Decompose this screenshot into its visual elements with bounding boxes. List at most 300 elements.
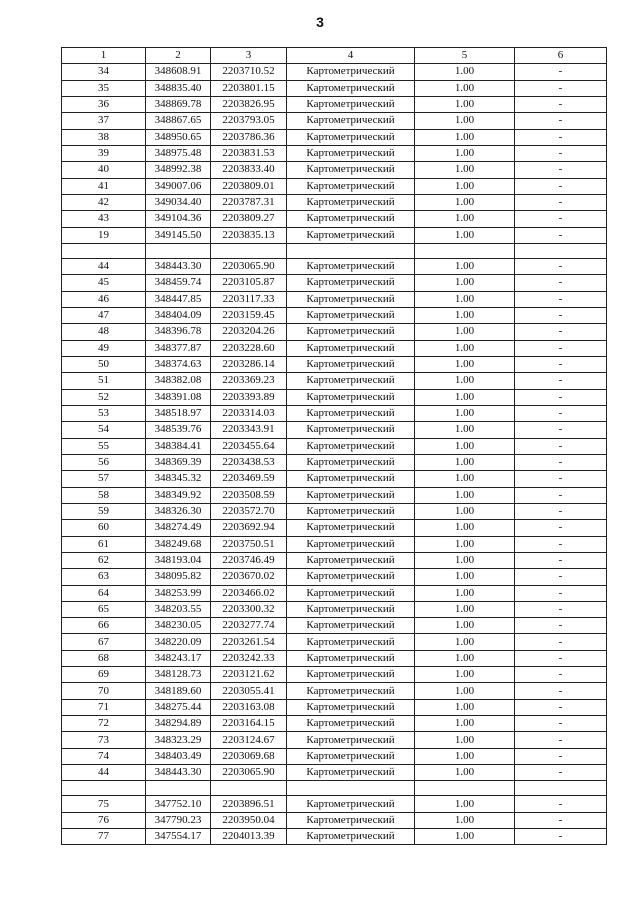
- description-cell: -: [515, 471, 607, 487]
- table-row: [62, 291, 607, 307]
- method-cell: Картометрический: [287, 291, 415, 307]
- accuracy-cell: 1.00: [415, 113, 515, 129]
- description-cell: -: [515, 438, 607, 454]
- accuracy-cell: 1.00: [415, 80, 515, 96]
- table-row: [62, 812, 607, 828]
- x-coordinate-cell: 349104.36: [146, 211, 211, 227]
- point-number-cell: 70: [62, 683, 146, 699]
- x-coordinate-cell: 348349.92: [146, 487, 211, 503]
- description-cell: -: [515, 683, 607, 699]
- description-cell: -: [515, 356, 607, 372]
- accuracy-cell: 1.00: [415, 829, 515, 845]
- accuracy-cell: 1.00: [415, 422, 515, 438]
- description-cell: -: [515, 829, 607, 845]
- description-cell: -: [515, 211, 607, 227]
- description-cell: -: [515, 129, 607, 145]
- x-coordinate-cell: 348404.09: [146, 307, 211, 323]
- accuracy-cell: 1.00: [415, 96, 515, 112]
- description-cell: -: [515, 732, 607, 748]
- description-cell: -: [515, 307, 607, 323]
- column-header: 1: [62, 48, 146, 64]
- x-coordinate-cell: 347554.17: [146, 829, 211, 845]
- table-row: [62, 340, 607, 356]
- table-row: [62, 178, 607, 194]
- x-coordinate-cell: 349007.06: [146, 178, 211, 194]
- table-row: [62, 227, 607, 243]
- description-cell: -: [515, 487, 607, 503]
- point-number-cell: 56: [62, 454, 146, 470]
- method-cell: Картометрический: [287, 683, 415, 699]
- point-number-cell: 67: [62, 634, 146, 650]
- x-coordinate-cell: 348189.60: [146, 683, 211, 699]
- point-number-cell: 40: [62, 162, 146, 178]
- accuracy-cell: 1.00: [415, 340, 515, 356]
- method-cell: Картометрический: [287, 454, 415, 470]
- y-coordinate-cell: [211, 781, 287, 796]
- point-number-cell: 77: [62, 829, 146, 845]
- accuracy-cell: [415, 781, 515, 796]
- description-cell: -: [515, 340, 607, 356]
- point-number-cell: 51: [62, 373, 146, 389]
- accuracy-cell: 1.00: [415, 129, 515, 145]
- description-cell: -: [515, 80, 607, 96]
- method-cell: Картометрический: [287, 796, 415, 812]
- method-cell: Картометрический: [287, 373, 415, 389]
- x-coordinate-cell: 348867.65: [146, 113, 211, 129]
- method-cell: Картометрический: [287, 64, 415, 80]
- table-row: [62, 601, 607, 617]
- point-number-cell: 48: [62, 324, 146, 340]
- description-cell: -: [515, 405, 607, 421]
- y-coordinate-cell: 2203801.15: [211, 80, 287, 96]
- column-header: 5: [415, 48, 515, 64]
- x-coordinate-cell: 348326.30: [146, 503, 211, 519]
- description-cell: [515, 243, 607, 258]
- table-row: [62, 667, 607, 683]
- table-row: [62, 634, 607, 650]
- accuracy-cell: 1.00: [415, 601, 515, 617]
- method-cell: Картометрический: [287, 520, 415, 536]
- method-cell: Картометрический: [287, 178, 415, 194]
- accuracy-cell: 1.00: [415, 812, 515, 828]
- x-coordinate-cell: 348835.40: [146, 80, 211, 96]
- column-header: 2: [146, 48, 211, 64]
- point-number-cell: 38: [62, 129, 146, 145]
- x-coordinate-cell: 348518.97: [146, 405, 211, 421]
- description-cell: -: [515, 585, 607, 601]
- method-cell: Картометрический: [287, 634, 415, 650]
- method-cell: Картометрический: [287, 569, 415, 585]
- x-coordinate-cell: 348459.74: [146, 275, 211, 291]
- accuracy-cell: 1.00: [415, 438, 515, 454]
- table-row: [62, 683, 607, 699]
- method-cell: Картометрический: [287, 324, 415, 340]
- method-cell: Картометрический: [287, 601, 415, 617]
- y-coordinate-cell: 2203692.94: [211, 520, 287, 536]
- method-cell: Картометрический: [287, 667, 415, 683]
- description-cell: -: [515, 667, 607, 683]
- table-row: [62, 389, 607, 405]
- y-coordinate-cell: 2203826.95: [211, 96, 287, 112]
- table-row: [62, 373, 607, 389]
- method-cell: Картометрический: [287, 356, 415, 372]
- method-cell: Картометрический: [287, 389, 415, 405]
- y-coordinate-cell: 2203787.31: [211, 194, 287, 210]
- y-coordinate-cell: 2203809.27: [211, 211, 287, 227]
- y-coordinate-cell: 2203750.51: [211, 536, 287, 552]
- table-row: [62, 716, 607, 732]
- y-coordinate-cell: 2203670.02: [211, 569, 287, 585]
- description-cell: -: [515, 699, 607, 715]
- x-coordinate-cell: 348369.39: [146, 454, 211, 470]
- point-number-cell: 49: [62, 340, 146, 356]
- x-coordinate-cell: 348539.76: [146, 422, 211, 438]
- accuracy-cell: 1.00: [415, 211, 515, 227]
- x-coordinate-cell: 348294.89: [146, 716, 211, 732]
- point-number-cell: 35: [62, 80, 146, 96]
- x-coordinate-cell: [146, 243, 211, 258]
- description-cell: -: [515, 324, 607, 340]
- accuracy-cell: 1.00: [415, 471, 515, 487]
- accuracy-cell: 1.00: [415, 324, 515, 340]
- y-coordinate-cell: 2204013.39: [211, 829, 287, 845]
- method-cell: Картометрический: [287, 503, 415, 519]
- description-cell: -: [515, 422, 607, 438]
- method-cell: Картометрический: [287, 422, 415, 438]
- y-coordinate-cell: [211, 243, 287, 258]
- point-number-cell: 66: [62, 618, 146, 634]
- y-coordinate-cell: 2203710.52: [211, 64, 287, 80]
- accuracy-cell: 1.00: [415, 650, 515, 666]
- description-cell: -: [515, 227, 607, 243]
- accuracy-cell: 1.00: [415, 618, 515, 634]
- table-row: [62, 258, 607, 274]
- x-coordinate-cell: 348403.49: [146, 748, 211, 764]
- description-cell: -: [515, 536, 607, 552]
- point-number-cell: 72: [62, 716, 146, 732]
- table-separator-row: [62, 781, 607, 796]
- y-coordinate-cell: 2203508.59: [211, 487, 287, 503]
- table-separator-row: [62, 243, 607, 258]
- x-coordinate-cell: 348128.73: [146, 667, 211, 683]
- accuracy-cell: 1.00: [415, 552, 515, 568]
- table-row: [62, 699, 607, 715]
- table-row: [62, 356, 607, 372]
- description-cell: -: [515, 145, 607, 161]
- y-coordinate-cell: 2203105.87: [211, 275, 287, 291]
- method-cell: Картометрический: [287, 536, 415, 552]
- y-coordinate-cell: 2203746.49: [211, 552, 287, 568]
- x-coordinate-cell: 348345.32: [146, 471, 211, 487]
- x-coordinate-cell: 348396.78: [146, 324, 211, 340]
- method-cell: [287, 243, 415, 258]
- y-coordinate-cell: 2203369.23: [211, 373, 287, 389]
- y-coordinate-cell: 2203343.91: [211, 422, 287, 438]
- y-coordinate-cell: 2203896.51: [211, 796, 287, 812]
- table-row: [62, 748, 607, 764]
- x-coordinate-cell: 348869.78: [146, 96, 211, 112]
- point-number-cell: 76: [62, 812, 146, 828]
- x-coordinate-cell: 348391.08: [146, 389, 211, 405]
- method-cell: Картометрический: [287, 80, 415, 96]
- table-row: [62, 64, 607, 80]
- point-number-cell: 54: [62, 422, 146, 438]
- y-coordinate-cell: 2203069.68: [211, 748, 287, 764]
- point-number-cell: 41: [62, 178, 146, 194]
- accuracy-cell: 1.00: [415, 389, 515, 405]
- table-row: [62, 569, 607, 585]
- table-row: [62, 80, 607, 96]
- y-coordinate-cell: 2203793.05: [211, 113, 287, 129]
- description-cell: -: [515, 258, 607, 274]
- table-row: [62, 520, 607, 536]
- method-cell: Картометрический: [287, 307, 415, 323]
- description-cell: -: [515, 796, 607, 812]
- point-number-cell: 45: [62, 275, 146, 291]
- x-coordinate-cell: 349145.50: [146, 227, 211, 243]
- description-cell: -: [515, 618, 607, 634]
- y-coordinate-cell: 2203055.41: [211, 683, 287, 699]
- x-coordinate-cell: 348249.68: [146, 536, 211, 552]
- method-cell: Картометрический: [287, 96, 415, 112]
- x-coordinate-cell: 348243.17: [146, 650, 211, 666]
- accuracy-cell: 1.00: [415, 373, 515, 389]
- y-coordinate-cell: 2203065.90: [211, 258, 287, 274]
- table-row: [62, 194, 607, 210]
- point-number-cell: 42: [62, 194, 146, 210]
- y-coordinate-cell: 2203314.03: [211, 405, 287, 421]
- y-coordinate-cell: 2203831.53: [211, 145, 287, 161]
- y-coordinate-cell: 2203786.36: [211, 129, 287, 145]
- table-row: [62, 454, 607, 470]
- table-row: [62, 145, 607, 161]
- table-row: [62, 765, 607, 781]
- description-cell: -: [515, 552, 607, 568]
- page-number: 3: [316, 14, 324, 30]
- method-cell: Картометрический: [287, 113, 415, 129]
- table-row: [62, 503, 607, 519]
- y-coordinate-cell: 2203300.32: [211, 601, 287, 617]
- description-cell: -: [515, 113, 607, 129]
- accuracy-cell: 1.00: [415, 356, 515, 372]
- y-coordinate-cell: 2203117.33: [211, 291, 287, 307]
- method-cell: Картометрический: [287, 129, 415, 145]
- method-cell: Картометрический: [287, 340, 415, 356]
- point-number-cell: [62, 243, 146, 258]
- point-number-cell: 57: [62, 471, 146, 487]
- table-row: [62, 796, 607, 812]
- description-cell: -: [515, 389, 607, 405]
- table-row: [62, 422, 607, 438]
- x-coordinate-cell: 348950.65: [146, 129, 211, 145]
- table-row: [62, 487, 607, 503]
- description-cell: -: [515, 812, 607, 828]
- description-cell: -: [515, 373, 607, 389]
- method-cell: Картометрический: [287, 716, 415, 732]
- x-coordinate-cell: 348443.30: [146, 765, 211, 781]
- point-number-cell: 46: [62, 291, 146, 307]
- x-coordinate-cell: 348095.82: [146, 569, 211, 585]
- x-coordinate-cell: 348443.30: [146, 258, 211, 274]
- table-row: [62, 585, 607, 601]
- accuracy-cell: [415, 243, 515, 258]
- x-coordinate-cell: 348382.08: [146, 373, 211, 389]
- accuracy-cell: 1.00: [415, 291, 515, 307]
- y-coordinate-cell: 2203469.59: [211, 471, 287, 487]
- table-header-row: [62, 48, 607, 64]
- description-cell: -: [515, 178, 607, 194]
- accuracy-cell: 1.00: [415, 748, 515, 764]
- description-cell: -: [515, 520, 607, 536]
- point-number-cell: 64: [62, 585, 146, 601]
- accuracy-cell: 1.00: [415, 796, 515, 812]
- method-cell: Картометрический: [287, 194, 415, 210]
- method-cell: Картометрический: [287, 732, 415, 748]
- method-cell: Картометрический: [287, 405, 415, 421]
- table-row: [62, 275, 607, 291]
- y-coordinate-cell: 2203950.04: [211, 812, 287, 828]
- table-row: [62, 650, 607, 666]
- accuracy-cell: 1.00: [415, 634, 515, 650]
- method-cell: Картометрический: [287, 438, 415, 454]
- point-number-cell: 74: [62, 748, 146, 764]
- point-number-cell: 68: [62, 650, 146, 666]
- y-coordinate-cell: 2203065.90: [211, 765, 287, 781]
- point-number-cell: 52: [62, 389, 146, 405]
- method-cell: Картометрический: [287, 699, 415, 715]
- y-coordinate-cell: 2203393.89: [211, 389, 287, 405]
- description-cell: -: [515, 569, 607, 585]
- x-coordinate-cell: 348992.38: [146, 162, 211, 178]
- x-coordinate-cell: 348275.44: [146, 699, 211, 715]
- x-coordinate-cell: 348274.49: [146, 520, 211, 536]
- method-cell: Картометрический: [287, 650, 415, 666]
- table-row: [62, 732, 607, 748]
- column-header: 4: [287, 48, 415, 64]
- accuracy-cell: 1.00: [415, 64, 515, 80]
- method-cell: Картометрический: [287, 258, 415, 274]
- y-coordinate-cell: 2203809.01: [211, 178, 287, 194]
- method-cell: Картометрический: [287, 227, 415, 243]
- accuracy-cell: 1.00: [415, 405, 515, 421]
- y-coordinate-cell: 2203159.45: [211, 307, 287, 323]
- table-row: [62, 536, 607, 552]
- method-cell: Картометрический: [287, 618, 415, 634]
- accuracy-cell: 1.00: [415, 520, 515, 536]
- description-cell: -: [515, 748, 607, 764]
- description-cell: -: [515, 601, 607, 617]
- x-coordinate-cell: 348203.55: [146, 601, 211, 617]
- point-number-cell: 37: [62, 113, 146, 129]
- table-row: [62, 211, 607, 227]
- table-row: [62, 829, 607, 845]
- y-coordinate-cell: 2203228.60: [211, 340, 287, 356]
- description-cell: -: [515, 634, 607, 650]
- point-number-cell: 55: [62, 438, 146, 454]
- y-coordinate-cell: 2203835.13: [211, 227, 287, 243]
- column-header: 6: [515, 48, 607, 64]
- description-cell: -: [515, 275, 607, 291]
- y-coordinate-cell: 2203164.15: [211, 716, 287, 732]
- point-number-cell: 75: [62, 796, 146, 812]
- point-number-cell: 63: [62, 569, 146, 585]
- description-cell: -: [515, 503, 607, 519]
- x-coordinate-cell: 347752.10: [146, 796, 211, 812]
- description-cell: -: [515, 454, 607, 470]
- y-coordinate-cell: 2203163.08: [211, 699, 287, 715]
- description-cell: -: [515, 291, 607, 307]
- accuracy-cell: 1.00: [415, 307, 515, 323]
- accuracy-cell: 1.00: [415, 585, 515, 601]
- x-coordinate-cell: 348384.41: [146, 438, 211, 454]
- description-cell: -: [515, 64, 607, 80]
- method-cell: Картометрический: [287, 585, 415, 601]
- y-coordinate-cell: 2203286.14: [211, 356, 287, 372]
- table-row: [62, 405, 607, 421]
- accuracy-cell: 1.00: [415, 194, 515, 210]
- table-row: [62, 162, 607, 178]
- description-cell: -: [515, 194, 607, 210]
- x-coordinate-cell: 347790.23: [146, 812, 211, 828]
- x-coordinate-cell: 348374.63: [146, 356, 211, 372]
- y-coordinate-cell: 2203277.74: [211, 618, 287, 634]
- coordinates-table-body: [62, 48, 607, 845]
- x-coordinate-cell: 348220.09: [146, 634, 211, 650]
- method-cell: Картометрический: [287, 812, 415, 828]
- point-number-cell: 71: [62, 699, 146, 715]
- accuracy-cell: 1.00: [415, 536, 515, 552]
- point-number-cell: 43: [62, 211, 146, 227]
- point-number-cell: 73: [62, 732, 146, 748]
- method-cell: Картометрический: [287, 487, 415, 503]
- x-coordinate-cell: 348323.29: [146, 732, 211, 748]
- description-cell: -: [515, 716, 607, 732]
- description-cell: [515, 781, 607, 796]
- accuracy-cell: 1.00: [415, 699, 515, 715]
- x-coordinate-cell: 348230.05: [146, 618, 211, 634]
- method-cell: Картометрический: [287, 471, 415, 487]
- table-row: [62, 324, 607, 340]
- accuracy-cell: 1.00: [415, 503, 515, 519]
- method-cell: Картометрический: [287, 162, 415, 178]
- column-header: 3: [211, 48, 287, 64]
- method-cell: Картометрический: [287, 145, 415, 161]
- method-cell: [287, 781, 415, 796]
- x-coordinate-cell: 348253.99: [146, 585, 211, 601]
- y-coordinate-cell: 2203572.70: [211, 503, 287, 519]
- coordinates-table: [61, 47, 607, 845]
- x-coordinate-cell: 348377.87: [146, 340, 211, 356]
- point-number-cell: 60: [62, 520, 146, 536]
- accuracy-cell: 1.00: [415, 765, 515, 781]
- point-number-cell: 69: [62, 667, 146, 683]
- accuracy-cell: 1.00: [415, 716, 515, 732]
- method-cell: Картометрический: [287, 748, 415, 764]
- x-coordinate-cell: 348447.85: [146, 291, 211, 307]
- description-cell: -: [515, 765, 607, 781]
- accuracy-cell: 1.00: [415, 667, 515, 683]
- table-row: [62, 618, 607, 634]
- table-row: [62, 471, 607, 487]
- accuracy-cell: 1.00: [415, 145, 515, 161]
- description-cell: -: [515, 96, 607, 112]
- accuracy-cell: 1.00: [415, 227, 515, 243]
- x-coordinate-cell: 348193.04: [146, 552, 211, 568]
- x-coordinate-cell: 348608.91: [146, 64, 211, 80]
- point-number-cell: 53: [62, 405, 146, 421]
- point-number-cell: 61: [62, 536, 146, 552]
- x-coordinate-cell: 349034.40: [146, 194, 211, 210]
